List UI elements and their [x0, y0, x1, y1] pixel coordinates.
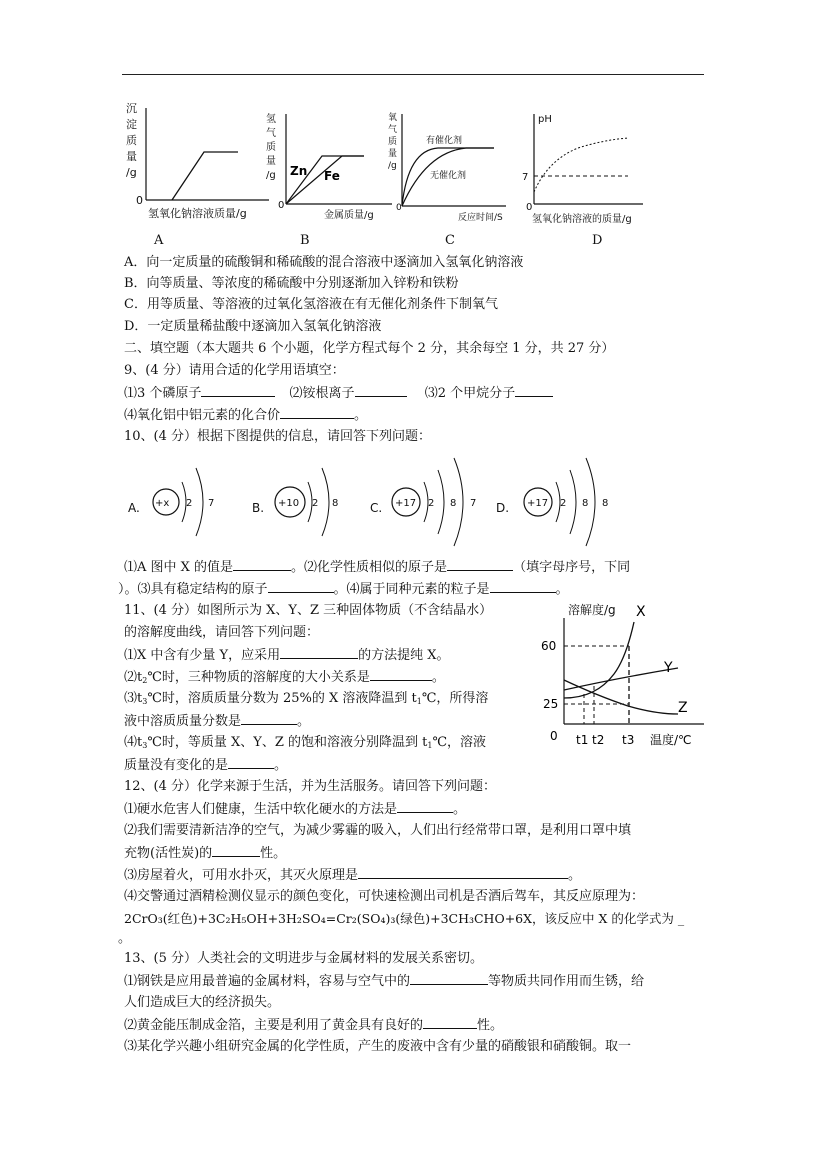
q12-blank-1[interactable]	[397, 800, 453, 813]
q10-row2	[118, 580, 569, 599]
graph-c-ylabel-5: /g	[388, 161, 397, 171]
q11-row2	[124, 668, 445, 687]
atom-d-nucleus-charge: +17	[527, 498, 549, 509]
graph-c-series1: 有催化剂	[426, 136, 463, 146]
q12-p3a: ⑶房屋着火，可用水扑灭，其灭火原理是	[124, 868, 359, 883]
q10-l1b: 。⑵化学性质相似的原子是	[291, 560, 448, 575]
q11-p3-sub: 3	[142, 697, 148, 706]
atom-d-e2: 8	[582, 498, 589, 509]
atom-c-e2: 8	[450, 498, 457, 509]
graph-c	[386, 110, 514, 226]
chart-series-z	[564, 680, 678, 714]
graph-b-label: B	[300, 233, 310, 248]
atom-a-e2: 7	[208, 498, 215, 509]
q12-p3b: 。	[568, 868, 582, 883]
q9-p3: ⑶2 个甲烷分子	[424, 386, 516, 401]
q10-row1	[124, 558, 630, 577]
q9-p4-end: 。	[354, 408, 368, 423]
chart-xtick-t1: t1	[576, 733, 589, 747]
q11-p2b: ℃时，三种物质的溶解度的大小关系是	[147, 670, 370, 685]
chart-series-y	[564, 668, 678, 690]
q11-p4e: 。	[274, 758, 288, 773]
q12-row2: ⑵我们需要清新洁净的空气，为减少雾霾的吸入，人们出行经常带口罩，是利用口罩中填	[124, 823, 632, 838]
graph-b-ylabel-2: 气	[266, 128, 276, 139]
graph-d-tick-7: 7	[522, 172, 529, 183]
atom-d-letter: D.	[496, 501, 510, 515]
q11-row5	[124, 734, 486, 752]
q11-blank-1[interactable]	[280, 646, 358, 659]
chart-ylabel: 溶解度/g	[568, 603, 616, 617]
q9-p4: ⑷氧化铝中铝元素的化合价	[124, 408, 281, 423]
q11-p4-sub: 3	[142, 741, 148, 750]
graph-c-ylabel-4: 量	[388, 149, 398, 159]
chart-series-x	[564, 622, 634, 698]
graph-a-origin: 0	[136, 194, 143, 207]
atom-a-shell-2	[196, 468, 203, 536]
atom-b-letter: B.	[252, 501, 265, 515]
graph-d-xlabel: 氢氧化钠溶液的质量/g	[532, 214, 632, 225]
q13-p1b: 等物质共同作用而生锈，给	[488, 974, 645, 989]
q12-p2c: 性。	[260, 846, 287, 861]
q11-p4a: ⑷t	[124, 735, 143, 750]
q9-title: 9、(4 分）请用合适的化学用语填空：	[124, 363, 345, 378]
q12-p1b: 。	[453, 802, 467, 817]
q11-p4c: ℃，溶液	[432, 735, 487, 750]
graph-a-curve	[172, 152, 238, 200]
q10-title: 10、(4 分）根据下图提供的信息，请回答下列问题：	[124, 429, 432, 444]
q13-row1	[124, 972, 644, 991]
graph-d	[518, 110, 648, 230]
q11-row3	[124, 690, 488, 708]
q9-row2	[124, 406, 367, 425]
atom-c-e3: 7	[470, 498, 477, 509]
q11-row1	[124, 646, 450, 665]
q12-row3	[124, 844, 286, 863]
q10-l1a: ⑴A 图中 X 的值是	[124, 560, 234, 575]
graph-b-ylabel-4: 量	[266, 156, 276, 167]
atom-b-e1: 2	[312, 498, 319, 509]
chart-series-x-label: X	[636, 604, 646, 620]
q10-blank-4[interactable]	[490, 580, 556, 593]
graph-c-ylabel-1: 氧	[388, 113, 398, 123]
atom-c-e1: 2	[428, 498, 435, 509]
graph-a-ylabel-3: 质	[126, 134, 137, 147]
q9-blank-3[interactable]	[515, 384, 553, 397]
q10-blank-2[interactable]	[447, 558, 513, 571]
q13-p1a: ⑴钢铁是应用最普遍的金属材料，容易与空气中的	[124, 974, 411, 989]
q11-row4	[124, 712, 310, 731]
q11-title2: 的溶解度曲线，请回答下列问题：	[124, 625, 320, 640]
atom-b-nucleus-charge: +10	[278, 498, 300, 509]
q13-row4: ⑶某化学兴趣小组研究金属的化学性质，产生的废液中含有少量的硝酸银和硝酸铜。取一	[124, 1039, 632, 1054]
q9-blank-2[interactable]	[355, 384, 407, 397]
q13-p2b: 性。	[477, 1018, 504, 1033]
graph-c-xlabel: 反应时间/S	[458, 213, 503, 223]
atom-c-nucleus-charge: +17	[395, 498, 417, 509]
q11-p4-sub2: 1	[427, 741, 433, 750]
atom-diagrams	[124, 450, 644, 560]
q11-p2-sub: 2	[142, 676, 148, 685]
q12-blank-2[interactable]	[212, 844, 260, 857]
chart-series-y-label: Y	[664, 660, 673, 676]
q13-row2: 人们造成巨大的经济损失。	[124, 995, 281, 1010]
atom-b-e2: 8	[332, 498, 339, 509]
graph-d-curve	[534, 138, 628, 192]
q11-p3-sub2: 1	[416, 697, 422, 706]
q11-p1a: ⑴X 中含有少量 Y，应采用	[124, 648, 281, 663]
q12-blank-3[interactable]	[358, 866, 568, 879]
q11-p3d: 液中溶质质量分数是	[124, 714, 242, 729]
q11-p4d: 质量没有变化的是	[124, 758, 229, 773]
q13-p2a: ⑵黄金能压制成金箔，主要是利用了黄金具有良好的	[124, 1018, 424, 1033]
graph-b-xlabel: 金属质量/g	[324, 210, 374, 221]
q10-l1c: （填字母序号，下同	[513, 560, 631, 575]
graph-d-ylabel: pH	[538, 114, 552, 125]
graph-c-label: C	[445, 233, 455, 248]
option-d: D．一定质量稀盐酸中逐滴加入氢氧化钠溶液	[124, 319, 382, 334]
q11-p3a: ⑶t	[124, 691, 143, 706]
chart-xlabel: 温度/℃	[650, 733, 692, 747]
q12-row5: ⑷交警通过酒精检测仪显示的颜色变化，可快速检测出司机是否酒后驾车，其反应原理为：	[124, 889, 645, 904]
atom-b-shell-2	[322, 468, 329, 536]
graph-b-ylabel-1: 氢	[266, 114, 276, 125]
q13-row3	[124, 1016, 503, 1035]
atom-d-e3: 8	[602, 498, 609, 509]
graph-a-ylabel-1: 沉	[126, 102, 137, 115]
q11-blank-3[interactable]	[241, 712, 297, 725]
graph-a-ylabel-5: /g	[126, 166, 137, 179]
graph-a-xlabel: 氢氧化钠溶液质量/g	[148, 207, 247, 220]
graph-a-ylabel-2: 淀	[126, 118, 137, 131]
graph-b-ylabel-5: /g	[266, 170, 276, 181]
q11-blank-2[interactable]	[370, 668, 432, 681]
q10-l2b: 。⑷属于同种元素的粒子是	[333, 582, 490, 597]
q10-blank-1[interactable]	[233, 558, 291, 571]
q9-p2: ⑵铵根离子	[289, 386, 355, 401]
atom-d-shell-2	[570, 470, 576, 534]
q9-blank-4[interactable]	[280, 406, 354, 419]
chart-ytick-25: 25	[543, 697, 559, 711]
option-b: B．向等质量、等浓度的稀硫酸中分别逐渐加入锌粉和铁粉	[124, 276, 459, 291]
graph-b-zn: Zn	[290, 164, 308, 178]
graph-a-ylabel-4: 量	[126, 150, 137, 163]
atom-d-e1: 2	[560, 498, 567, 509]
atom-a-letter: A.	[128, 501, 140, 515]
q9-p1: ⑴3 个磷原子	[124, 386, 202, 401]
chart-xtick-t2: t2	[592, 733, 605, 747]
atom-c-shell-2	[438, 470, 444, 534]
chart-origin: 0	[550, 729, 558, 743]
q11-p3b: ℃时，溶质质量分数为 25%的 X 溶液降温到 t	[147, 691, 417, 706]
graph-b-origin: 0	[278, 200, 285, 211]
q11-p2a: ⑵t	[124, 670, 143, 685]
chart-series-z-label: Z	[678, 700, 688, 716]
graph-c-ylabel-2: 气	[388, 125, 398, 135]
graph-a	[124, 100, 274, 225]
atom-a-e1: 2	[186, 498, 193, 509]
q11-p3e: 。	[297, 714, 311, 729]
header-rule	[122, 74, 704, 75]
q11-blank-4[interactable]	[228, 756, 274, 769]
graph-c-ylabel-3: 质	[388, 137, 398, 147]
graph-a-label: A	[154, 233, 164, 248]
q12-title: 12、(4 分）化学来源于生活，并为生活服务。请回答下列问题：	[124, 779, 497, 794]
graph-b	[264, 110, 396, 228]
solubility-chart	[538, 598, 708, 758]
q11-p1b: 的方法提纯 X。	[358, 648, 450, 663]
q10-l2c: 。	[555, 582, 569, 597]
q13-blank-2[interactable]	[423, 1016, 477, 1029]
chart-xtick-t3: t3	[622, 733, 635, 747]
q12-p1a: ⑴硬水危害人们健康，生活中软化硬水的方法是	[124, 802, 398, 817]
q11-row6	[124, 756, 287, 775]
chart-ytick-60: 60	[541, 639, 557, 653]
q12-p2b: 充物(活性炭)的	[124, 846, 213, 861]
q12-end: 。	[118, 931, 132, 946]
graph-b-ylabel-3: 质	[266, 142, 276, 153]
q9-row1	[124, 384, 553, 403]
q11-p3c: ℃，所得溶	[421, 691, 489, 706]
atom-c-letter: C.	[370, 501, 383, 515]
q13-blank-1[interactable]	[410, 972, 488, 985]
graph-d-label: D	[592, 233, 603, 248]
graph-d-origin: 0	[526, 202, 533, 213]
section-2-heading: 二、填空题（本大题共 6 个小题，化学方程式每个 2 分，其余每空 1 分，共 27 分）	[124, 341, 615, 356]
graph-c-origin: 0	[396, 203, 402, 213]
option-c: C．用等质量、等溶液的过氧化氢溶液在有无催化剂条件下制氧气	[124, 297, 498, 312]
q10-l2a: ）。⑶具有稳定结构的原子	[118, 582, 268, 597]
q11-title1: 11、(4 分）如图所示为 X、Y、Z 三种固体物质（不含结晶水）	[124, 603, 493, 618]
q11-p2c: 。	[431, 670, 445, 685]
q12-equation: 2CrO₃(红色)+3C₂H₅OH+3H₂SO₄=Cr₂(SO₄)₃(绿色)+3CH₃CHO+6X，该反应中 X 的化学式为 _	[124, 911, 685, 926]
q10-blank-3[interactable]	[268, 580, 334, 593]
q9-blank-1[interactable]	[201, 384, 275, 397]
q12-row1	[124, 800, 466, 819]
q13-title: 13、(5 分）人类社会的文明进步与金属材料的发展关系密切。	[124, 951, 484, 966]
q11-p4b: ℃时，等质量 X、Y、Z 的饱和溶液分别降温到 t	[147, 735, 428, 750]
q12-row4	[124, 866, 581, 885]
option-a: A．向一定质量的硫酸铜和稀硫酸的混合溶液中逐滴加入氢氧化钠溶液	[124, 255, 524, 270]
graph-b-fe: Fe	[324, 169, 340, 183]
atom-a-nucleus-charge: +x	[155, 498, 170, 509]
graph-c-series2: 无催化剂	[430, 171, 467, 181]
